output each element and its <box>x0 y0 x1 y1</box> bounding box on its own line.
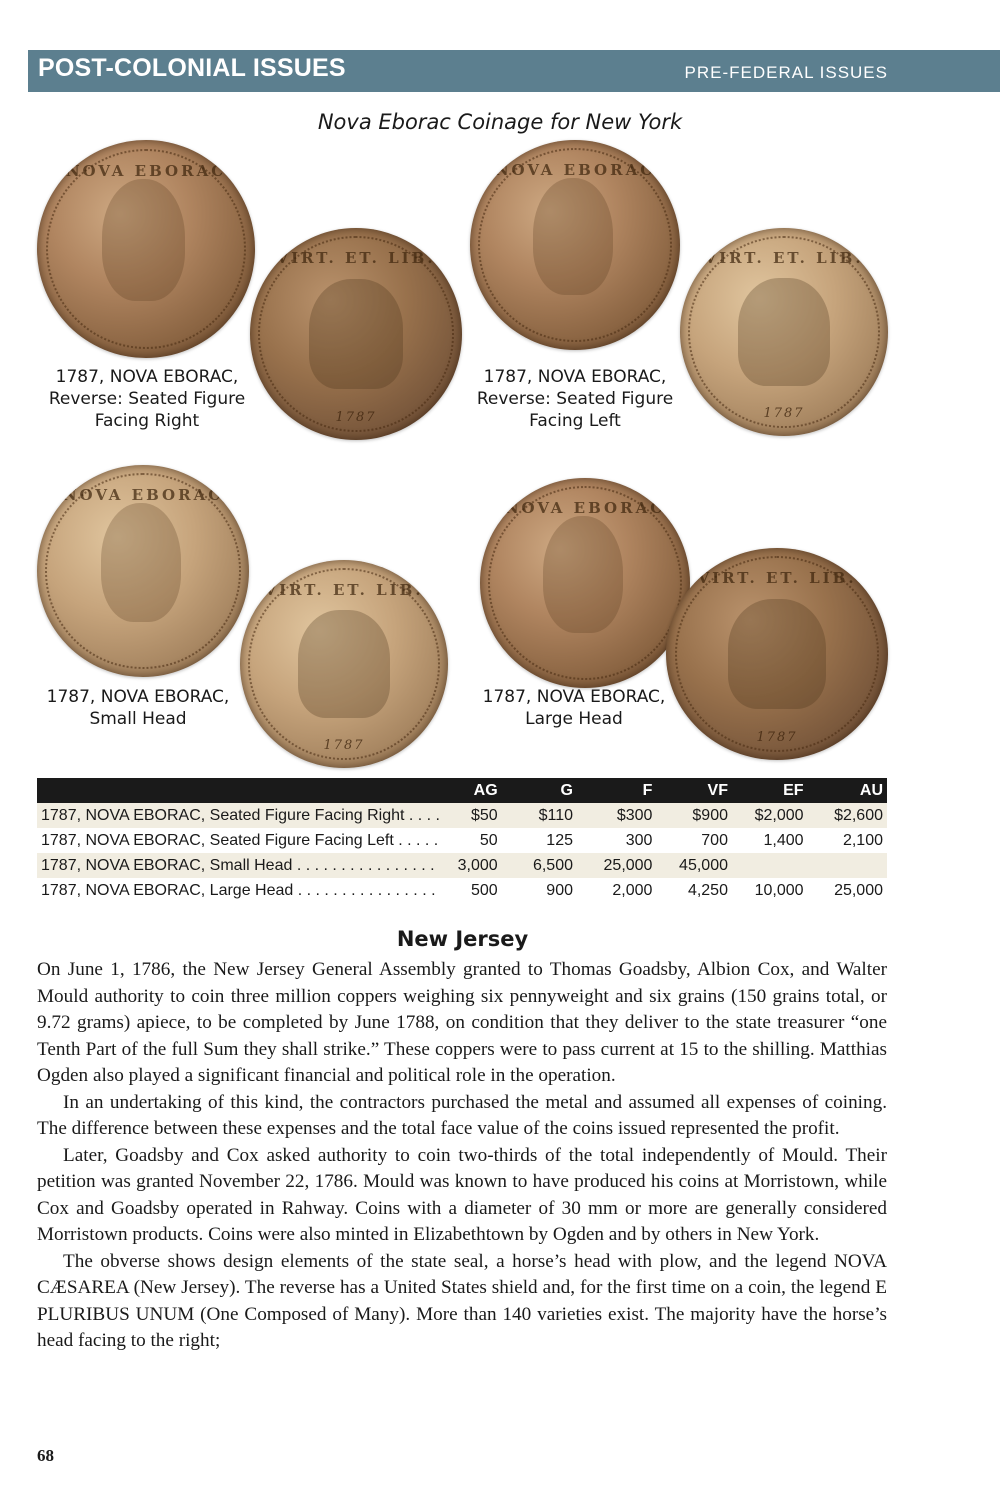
row-name: 1787, NOVA EBORAC, Small Head . . . . . . . . . . . . . . . . <box>37 853 440 878</box>
table-row <box>37 853 887 878</box>
row-name: 1787, NOVA EBORAC, Large Head . . . . . . . . . . . . . . . . <box>41 881 436 899</box>
price-cell: 10,000 <box>754 881 804 899</box>
price-cell: 50 <box>479 831 498 849</box>
price-cell <box>808 853 887 878</box>
new-jersey-heading: New Jersey <box>396 927 529 951</box>
body-text <box>37 957 887 1355</box>
coin-4-reverse-image <box>666 548 888 760</box>
coinage-caption: Nova Eborac Coinage for New York <box>317 110 683 134</box>
price-cell: 700 <box>701 831 728 849</box>
price-cell: 300 <box>625 831 653 849</box>
coin-date: 1787 <box>763 406 805 422</box>
section-header-bar <box>28 50 1000 92</box>
price-cell: 2,100 <box>842 831 883 849</box>
coin-2-caption <box>470 366 680 432</box>
price-cell: 125 <box>546 831 573 849</box>
price-cell: $900 <box>656 803 732 828</box>
caption-line: Large Head <box>525 709 623 729</box>
row-name: 1787, NOVA EBORAC, Seated Figure Facing Left . . . . . <box>41 831 439 849</box>
coin-4-caption <box>470 686 678 730</box>
table-row <box>37 803 887 828</box>
paragraph: The obverse shows design elements of the state seal, a horse’s head with plow, and the legend NOVA CÆSAREA (New Jersey). The reverse has a United States shield and, for the first time on a coin, the legend E PLURIBUS UNUM (One Composed of Many). More than 140 varieties exist. The majority have the horse’s head facing to the right; <box>37 1250 887 1351</box>
section-title: POST-COLONIAL ISSUES <box>38 54 346 82</box>
price-cell: 25,000 <box>577 853 656 878</box>
coin-date: 1787 <box>323 738 365 754</box>
coin-legend: VIRT. ET. LIB. <box>704 248 864 267</box>
price-cell: $50 <box>440 803 502 828</box>
price-cell: $110 <box>502 803 577 828</box>
price-cell: 45,000 <box>656 853 732 878</box>
price-cell: 900 <box>546 881 573 899</box>
caption-line: 1787, NOVA EBORAC, <box>46 687 230 707</box>
coin-legend: NOVA EBORAC <box>62 486 224 505</box>
price-cell: 25,000 <box>834 881 883 899</box>
table-header-row <box>37 778 887 803</box>
coin-legend: NOVA EBORAC <box>494 161 656 179</box>
paragraph: In an undertaking of this kind, the contractors purchased the metal and assumed all expenses of coining. The difference between these expenses and the total face value of the coins issued represented the profit. <box>37 1091 887 1139</box>
coin-legend: VIRT. ET. LIB. <box>276 249 436 268</box>
coin-legend: NOVA EBORAC <box>504 499 666 517</box>
coin-2-reverse-image <box>680 228 888 436</box>
paragraph: Later, Goadsby and Cox asked authority to coin two-thirds of the total independently of Mould. Their petition was granted November 22, 1786. Mould was known to have produced his coins at Morristown, while Cox and Goadsby operated in Rahway. Coins with a diameter of 30 mm or more are generally considered Morristown products. Coins were also minted in Elizabethtown by Ogden and by others in New York. <box>37 1144 887 1245</box>
caption-line: 1787, NOVA EBORAC, <box>55 367 239 387</box>
table-row <box>37 878 887 903</box>
coin-legend: NOVA EBORAC <box>65 161 227 180</box>
price-cell: 2,000 <box>612 881 653 899</box>
coin-legend: VIRT. ET. LIB. <box>264 580 424 599</box>
column-header: EF <box>732 778 808 803</box>
price-cell: $300 <box>577 803 656 828</box>
price-cell: 6,500 <box>502 853 577 878</box>
price-cell: 4,250 <box>687 881 728 899</box>
coin-4-obverse-image <box>480 478 690 688</box>
column-header: G <box>502 778 577 803</box>
table-row <box>37 828 887 853</box>
price-cell: 1,400 <box>763 831 804 849</box>
price-cell <box>732 853 808 878</box>
coin-3-obverse-image <box>37 465 249 677</box>
column-header: VF <box>656 778 732 803</box>
coin-3-caption <box>34 686 242 730</box>
chapter-title: PRE-FEDERAL ISSUES <box>684 63 888 82</box>
price-cell: 500 <box>470 881 498 899</box>
coin-1-caption <box>40 366 254 432</box>
coin-legend: VIRT. ET. LIB. <box>697 569 857 588</box>
coin-date: 1787 <box>756 730 798 746</box>
page-number: 68 <box>37 1446 54 1465</box>
price-table <box>37 778 887 903</box>
price-cell: $2,000 <box>732 803 808 828</box>
caption-line: Facing Right <box>94 411 200 431</box>
row-name: 1787, NOVA EBORAC, Seated Figure Facing Right . . . . <box>37 803 440 828</box>
caption-line: Facing Left <box>529 411 621 431</box>
coin-1-reverse-image <box>250 228 462 440</box>
coin-date: 1787 <box>335 410 377 426</box>
caption-line: 1787, NOVA EBORAC, <box>483 367 667 387</box>
column-header: AU <box>808 778 887 803</box>
price-cell: $2,600 <box>808 803 887 828</box>
column-header: F <box>577 778 656 803</box>
paragraph: On June 1, 1786, the New Jersey General Assembly granted to Thomas Goadsby, Albion Cox, and Walter Mould authority to coin three million coppers weighing six pennyweight and six grains (150 grains total, or 9.72 grams) apiece, to be completed by June 1788, on condition that they deliver to the state treasurer “one Tenth Part of the full Sum they shall strike.” These coppers were to pass current at 15 to the shilling. Matthias Ogden also played a significant financial and political role in the operation. <box>37 959 887 1086</box>
coin-1-obverse-image <box>37 140 255 358</box>
column-header: AG <box>440 778 502 803</box>
caption-line: Small Head <box>89 709 187 729</box>
caption-line: Reverse: Seated Figure <box>48 389 246 409</box>
column-header-name <box>37 778 440 803</box>
coin-2-obverse-image <box>470 140 680 350</box>
price-cell: 3,000 <box>440 853 502 878</box>
caption-line: 1787, NOVA EBORAC, <box>482 687 666 707</box>
caption-line: Reverse: Seated Figure <box>476 389 674 409</box>
coin-3-reverse-image <box>240 560 448 768</box>
